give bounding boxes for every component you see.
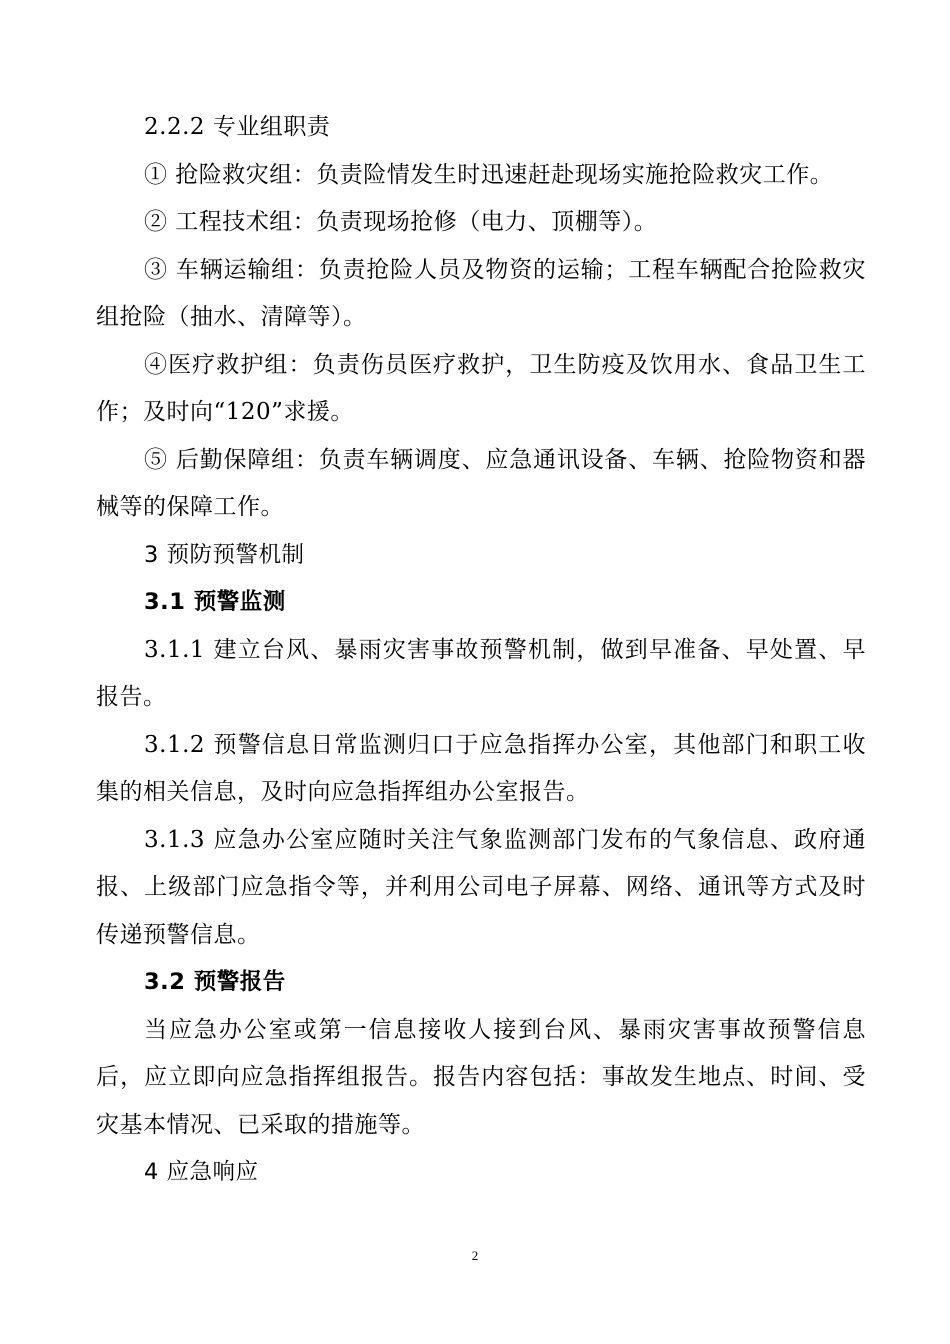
subsection-heading-2-2-2: 2.2.2 专业组职责: [144, 114, 331, 140]
paragraph-engineering-group: ② 工程技术组：负责现场抢修（电力、顶棚等）。: [144, 209, 658, 235]
paragraph-logistics-group: ⑤ 后勤保障组：负责车辆调度、应急通讯设备、车辆、抢险物资和器械等的保障工作。: [96, 446, 866, 520]
paragraph-medical-group: ④医疗救护组：负责伤员医疗救护，卫生防疫及饮用水、食品卫生工作；及时向“120”求援。: [96, 351, 866, 425]
paragraph-3-2: 当应急办公室或第一信息接收人接到台风、暴雨灾害事故预警信息后，应立即向应急指挥组报告。报告内容包括：事故发生地点、时间、受灾基本情况、已采取的措施等。: [96, 1016, 866, 1138]
section-heading-3: 3 预防预警机制: [144, 541, 305, 568]
paragraph-rescue-group: ① 抢险救灾组：负责险情发生时迅速赶赴现场实施抢险救灾工作。: [144, 161, 834, 188]
paragraph-3-1-1: 3.1.1 建立台风、暴雨灾害事故预警机制，做到早准备、早处置、早报告。: [96, 636, 866, 710]
section-heading-3-1: 3.1 预警监测: [144, 589, 286, 615]
document-body: [96, 104, 866, 1197]
paragraph-transport-group: ③ 车辆运输组：负责抢险人员及物资的运输；工程车辆配合抢险救灾组抢险（抽水、清障等）。: [96, 256, 866, 330]
section-heading-4: 4 应急响应: [144, 1159, 259, 1185]
section-heading-3-2: 3.2 预警报告: [144, 969, 286, 995]
paragraph-3-1-3: 3.1.3 应急办公室应随时关注气象监测部门发布的气象信息、政府通报、上级部门应急指令等，并利用公司电子屏幕、网络、通讯等方式及时传递预警信息。: [96, 826, 866, 948]
page-number: 2: [471, 1248, 479, 1263]
paragraph-3-1-2: 3.1.2 预警信息日常监测归口于应急指挥办公室，其他部门和职工收集的相关信息，及时向应急指挥组办公室报告。: [96, 731, 866, 805]
